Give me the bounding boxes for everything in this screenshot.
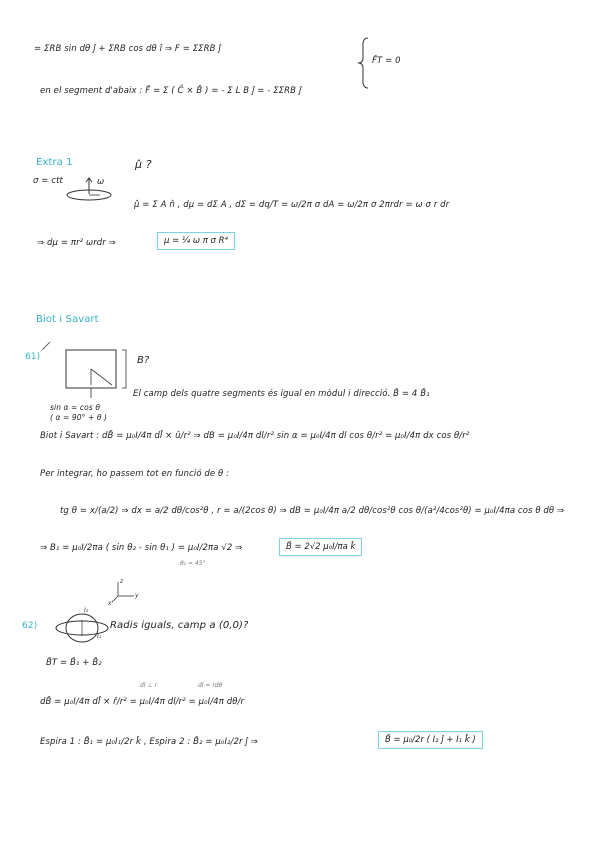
perpendicular-note: dl ⊥ r	[140, 682, 157, 689]
b-question: B?	[137, 355, 150, 366]
section-title-biot-savart: Biot i Savart	[36, 314, 99, 325]
four-segments-statement: El camp dels quatre segments és igual en mòdul i direcció. B̂ = 4 B̂₁	[133, 389, 430, 399]
sin-alpha-relation: sin α = cos θ	[50, 403, 101, 412]
dmu-line: ⇒ dμ = πr² ωrdr ⇒	[37, 238, 116, 248]
theta-value-note: θ₂ = 45°	[180, 560, 206, 567]
current-i2-label: I₂	[84, 607, 89, 614]
result-box-mu: μ = ¼ ω π σ R⁴	[157, 232, 235, 250]
theta-substitution-line: tg θ = x/(a/2) ⇒ dx = a/2 dθ/cos²θ , r = a/(2cos θ) ⇒ dB = μ₀I/4π a/2 dθ/cos²θ cos θ/(a²/4cos²θ) = μ₀I/4πa cos θ dθ ⇒	[60, 506, 565, 516]
lower-segment-line: en el segment d'abaix : F̂ = Σ ( Ĉ × B̂ ) = - Σ L B ĵ = - ΣΣRB ĵ	[40, 86, 302, 96]
rotating-disk-icon	[64, 178, 124, 202]
magnetic-moment-derivation: μ̂ = Σ A n̂ , dμ = dΣ A , dΣ = dq/T = ω/2π σ dA = ω/2π σ 2πrdr = ω σ r dr	[134, 200, 450, 210]
loops-fields-line: Espira 1 : B̂₁ = μ₀I₁/2r k̂ , Espira 2 : B̂₂ = μ₀I₂/2r ĵ ⇒	[40, 737, 258, 747]
result-box-two-loops: B̂ = μ₀/2r ( I₂ ĵ + I₁ k̂ )	[378, 731, 483, 749]
two-loops-diagram	[52, 610, 112, 650]
field-superposition: B̂T = B̂₁ + B̂₂	[46, 658, 102, 668]
db-loop-line: dB̂ = μ₀I/4π dl̂ × r̂/r² = μ₀I/4π dl/r² = μ₀I/4π dθ/r	[40, 697, 245, 707]
square-loop-diagram	[42, 340, 132, 400]
current-i1-label: I₁	[97, 633, 102, 640]
alpha-angle-relation: ( α = 90° + θ )	[50, 413, 108, 422]
force-sum-line: = ΣRB sin dθ ĵ + ΣRB cos dθ î ⇒ F = ΣΣRB ĵ	[34, 44, 221, 54]
section-title-extra-1: Extra 1	[36, 157, 73, 168]
result-box-b-square: B̂ = 2√2 μ₀I/πa k̂	[279, 538, 362, 556]
sigma-constant: σ = ctt	[33, 176, 63, 186]
dl-rdtheta-note: dl = rdθ	[198, 682, 223, 689]
omega-label: ω	[97, 177, 105, 187]
problem-number-61: 61)	[25, 352, 41, 362]
equal-radii-question: Radis iguals, camp a (0,0)?	[110, 620, 249, 631]
axis-y-label: y	[135, 592, 139, 599]
problem-number-62: 62)	[22, 621, 38, 631]
axis-x-label: x	[108, 600, 112, 607]
mu-question: μ̂ ?	[135, 158, 152, 171]
axis-z-label: z	[120, 578, 124, 585]
total-force-zero: F̂T = 0	[372, 56, 401, 66]
integration-note: Per integrar, ho passem tot en funció de θ :	[40, 469, 230, 479]
biot-savart-law-line: Biot i Savart : dB̂ = μ₀I/4π dl̂ × û/r² ⇒ dB = μ₀I/4π dl/r² sin α = μ₀I/4π dl cos θ/r² = μ₀I/4π dx cos θ/r²	[40, 431, 470, 441]
b1-result-line: ⇒ B₁ = μ₀I/2πa ( sin θ₂ - sin θ₁ ) = μ₀I/2πa √2 ⇒	[40, 543, 243, 553]
